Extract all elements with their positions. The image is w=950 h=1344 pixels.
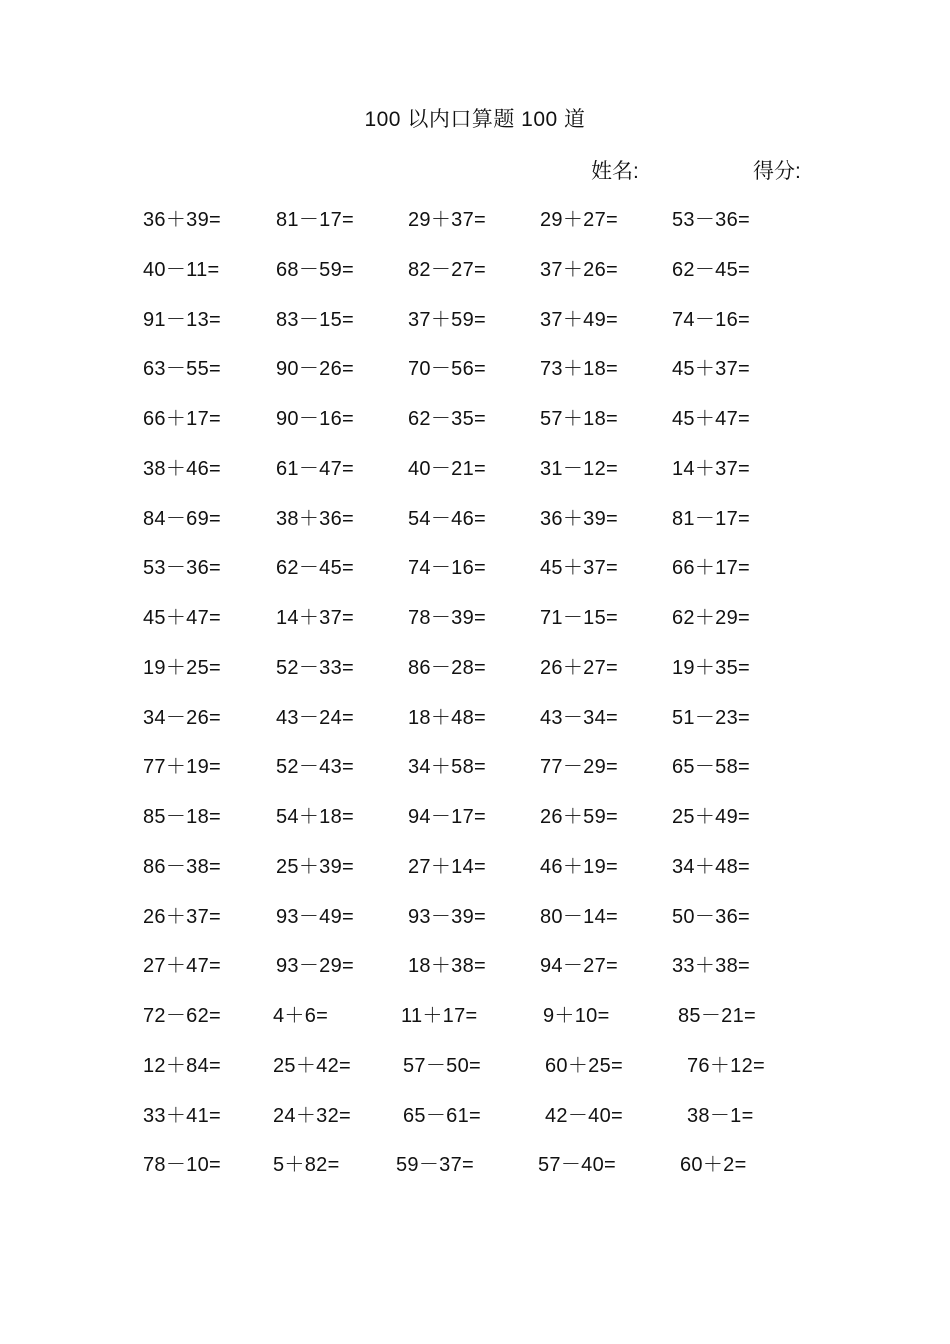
arithmetic-problem: 93－39= (408, 905, 486, 928)
arithmetic-problem: 14＋37= (276, 607, 354, 629)
arithmetic-problem: 84－69= (143, 507, 221, 530)
arithmetic-problem: 34＋48= (672, 855, 750, 878)
arithmetic-problem: 81－17= (276, 209, 354, 231)
arithmetic-problem: 57－50= (403, 1054, 481, 1077)
arithmetic-problem: 12＋84= (143, 1054, 221, 1077)
problem-row (0, 850, 950, 880)
arithmetic-problem: 11＋17= (401, 1005, 478, 1027)
arithmetic-problem: 65－58= (672, 756, 750, 779)
arithmetic-problem: 62－45= (672, 258, 750, 281)
arithmetic-problem: 31－12= (540, 457, 618, 480)
problem-row (0, 750, 950, 780)
arithmetic-problem: 74－16= (672, 308, 750, 331)
arithmetic-problem: 25＋39= (276, 855, 354, 878)
arithmetic-problem: 5＋82= (273, 1154, 340, 1177)
arithmetic-problem: 66＋17= (143, 408, 221, 430)
arithmetic-problem: 94－17= (408, 806, 486, 828)
arithmetic-problem: 29＋27= (540, 209, 618, 231)
arithmetic-problem: 33＋38= (672, 955, 750, 978)
problem-row (0, 203, 950, 233)
arithmetic-problem: 93－29= (276, 955, 354, 978)
problem-row (0, 999, 950, 1029)
arithmetic-problem: 91－13= (143, 308, 221, 331)
arithmetic-problem: 45＋47= (143, 607, 221, 629)
arithmetic-problem: 66＋17= (672, 557, 750, 580)
arithmetic-problem: 26＋27= (540, 656, 618, 679)
arithmetic-problem: 43－34= (540, 706, 618, 729)
arithmetic-problem: 34－26= (143, 706, 221, 729)
arithmetic-problem: 57＋18= (540, 408, 618, 430)
arithmetic-problem: 36＋39= (143, 209, 221, 231)
arithmetic-problem: 38－1= (687, 1104, 754, 1127)
arithmetic-problem: 54＋18= (276, 806, 354, 828)
arithmetic-problem: 45＋37= (540, 557, 618, 580)
arithmetic-problem: 26＋37= (143, 905, 221, 928)
arithmetic-problem: 45＋47= (672, 408, 750, 430)
arithmetic-problem: 25＋42= (273, 1054, 351, 1077)
arithmetic-problem: 40－11= (143, 258, 220, 281)
arithmetic-problem: 37＋49= (540, 308, 618, 331)
arithmetic-problem: 29＋37= (408, 209, 486, 231)
arithmetic-problem: 71－15= (540, 607, 618, 629)
arithmetic-problem: 40－21= (408, 457, 486, 480)
problem-row (0, 551, 950, 581)
arithmetic-problem: 70－56= (408, 358, 486, 381)
arithmetic-problem: 33＋41= (143, 1104, 221, 1127)
arithmetic-problem: 62－45= (276, 557, 354, 580)
arithmetic-problem: 62＋29= (672, 607, 750, 629)
worksheet-title: 100 以内口算题 100 道 (364, 108, 586, 131)
arithmetic-problem: 83－15= (276, 308, 354, 331)
arithmetic-problem: 19＋25= (143, 656, 221, 679)
problem-row (0, 949, 950, 979)
problem-row (0, 601, 950, 631)
arithmetic-problem: 61－47= (276, 457, 354, 480)
arithmetic-problem: 80－14= (540, 905, 618, 928)
problem-row (0, 1099, 950, 1129)
arithmetic-problem: 63－55= (143, 358, 221, 381)
arithmetic-problem: 9＋10= (543, 1005, 610, 1027)
arithmetic-problem: 77＋19= (143, 756, 221, 779)
arithmetic-problem: 54－46= (408, 507, 486, 530)
arithmetic-problem: 85－18= (143, 806, 221, 828)
arithmetic-problem: 37＋26= (540, 258, 618, 281)
arithmetic-problem: 85－21= (678, 1005, 756, 1027)
problem-row (0, 452, 950, 482)
name-label: 姓名: (591, 160, 639, 183)
arithmetic-problem: 52－33= (276, 656, 354, 679)
arithmetic-problem: 4＋6= (273, 1005, 329, 1027)
arithmetic-problem: 78－39= (408, 607, 486, 629)
problem-row (0, 303, 950, 333)
problem-row (0, 1049, 950, 1079)
arithmetic-problem: 45＋37= (672, 358, 750, 381)
arithmetic-problem: 62－35= (408, 408, 486, 430)
arithmetic-problem: 86－28= (408, 656, 486, 679)
problem-row (0, 352, 950, 382)
arithmetic-problem: 26＋59= (540, 806, 618, 828)
arithmetic-problem: 90－16= (276, 408, 354, 430)
arithmetic-problem: 14＋37= (672, 457, 750, 480)
arithmetic-problem: 72－62= (143, 1005, 221, 1027)
arithmetic-problem: 82－27= (408, 258, 486, 281)
arithmetic-problem: 18＋48= (408, 706, 486, 729)
arithmetic-problem: 42－40= (545, 1104, 623, 1127)
arithmetic-problem: 57－40= (538, 1154, 616, 1177)
arithmetic-problem: 76＋12= (687, 1054, 765, 1077)
score-label: 得分: (753, 160, 801, 183)
arithmetic-problem: 60＋25= (545, 1054, 623, 1077)
arithmetic-problem: 53－36= (143, 557, 221, 580)
arithmetic-problem: 50－36= (672, 905, 750, 928)
arithmetic-problem: 52－43= (276, 756, 354, 779)
arithmetic-problem: 94－27= (540, 955, 618, 978)
arithmetic-problem: 25＋49= (672, 806, 750, 828)
arithmetic-problem: 34＋58= (408, 756, 486, 779)
arithmetic-problem: 53－36= (672, 209, 750, 231)
arithmetic-problem: 18＋38= (408, 955, 486, 978)
arithmetic-problem: 59－37= (396, 1154, 474, 1177)
arithmetic-problem: 43－24= (276, 706, 354, 729)
problem-row (0, 701, 950, 731)
arithmetic-problem: 38＋36= (276, 507, 354, 530)
arithmetic-problem: 37＋59= (408, 308, 486, 331)
arithmetic-problem: 38＋46= (143, 457, 221, 480)
problem-row (0, 1148, 950, 1178)
arithmetic-problem: 19＋35= (672, 656, 750, 679)
arithmetic-problem: 74－16= (408, 557, 486, 580)
arithmetic-problem: 36＋39= (540, 507, 618, 530)
arithmetic-problem: 90－26= (276, 358, 354, 381)
arithmetic-problem: 65－61= (403, 1104, 481, 1127)
arithmetic-problem: 24＋32= (273, 1104, 351, 1127)
problem-row (0, 402, 950, 432)
arithmetic-problem: 78－10= (143, 1154, 221, 1177)
arithmetic-problem: 86－38= (143, 855, 221, 878)
arithmetic-problem: 27＋47= (143, 955, 221, 978)
arithmetic-problem: 93－49= (276, 905, 354, 928)
problem-row (0, 651, 950, 681)
arithmetic-problem: 46＋19= (540, 855, 618, 878)
arithmetic-problem: 60＋2= (680, 1154, 747, 1177)
arithmetic-problem: 27＋14= (408, 855, 486, 878)
arithmetic-problem: 68－59= (276, 258, 354, 281)
arithmetic-problem: 77－29= (540, 756, 618, 779)
arithmetic-problem: 51－23= (672, 706, 750, 729)
problem-row (0, 800, 950, 830)
problem-row (0, 900, 950, 930)
problem-row (0, 502, 950, 532)
problem-row (0, 253, 950, 283)
arithmetic-problem: 73＋18= (540, 358, 618, 381)
arithmetic-problem: 81－17= (672, 507, 750, 530)
